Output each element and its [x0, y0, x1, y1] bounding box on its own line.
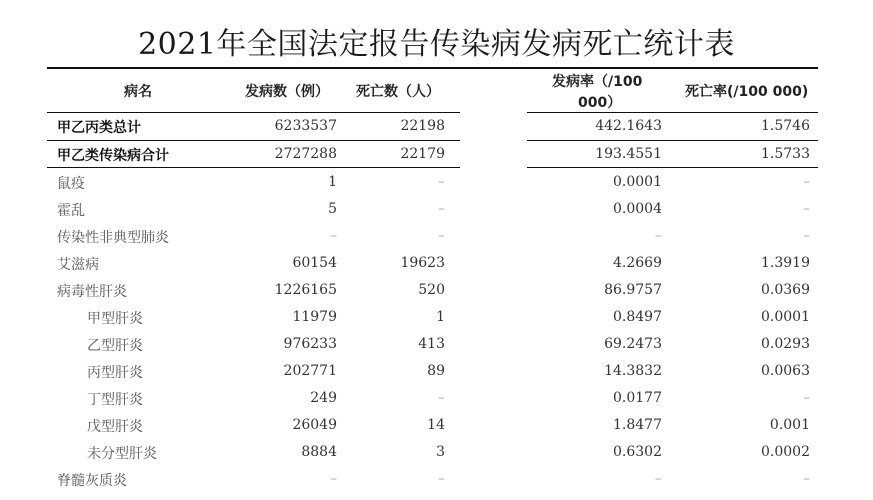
- table-row-incidence: 193.4551: [595, 146, 662, 162]
- table-row-mortality: –: [803, 174, 810, 190]
- table-row-cases: 2727288: [274, 146, 337, 162]
- header-underline-left: [47, 112, 460, 113]
- table-row-name: 甲型肝炎: [87, 311, 143, 327]
- table-row-mortality: 1.3919: [761, 255, 810, 271]
- table-row-cases: 6233537: [274, 118, 337, 134]
- table-row-cases: 202771: [283, 363, 337, 379]
- table-row-name: 传染性非典型肺炎: [57, 230, 169, 246]
- table-row-incidence: 0.0004: [613, 201, 662, 217]
- table-row-deaths: –: [438, 390, 445, 406]
- table-row-cases: 8884: [301, 444, 337, 460]
- table-row-deaths: 19623: [400, 255, 445, 271]
- table-row-name: 甲乙类传染病合计: [57, 148, 169, 164]
- table-row-incidence: 0.0001: [613, 174, 662, 190]
- table-row-deaths: –: [438, 228, 445, 244]
- table-row-incidence: 0.0177: [613, 390, 662, 406]
- header-name: 病名: [124, 84, 152, 100]
- header-incidence-line2: 000）: [578, 95, 622, 111]
- table-row-name: 鼠疫: [57, 176, 85, 192]
- table-row-incidence: –: [655, 228, 662, 244]
- table-row-incidence: 86.9757: [604, 282, 662, 298]
- table-row-incidence: –: [655, 471, 662, 487]
- table-row-incidence: 0.6302: [613, 444, 662, 460]
- table-row-mortality: 0.0293: [761, 336, 810, 352]
- table-row-mortality: 0.0001: [761, 309, 810, 325]
- table-row-name: 丁型肝炎: [87, 392, 143, 408]
- table-row-deaths: 413: [418, 336, 445, 352]
- table-row-cases: 11979: [292, 309, 337, 325]
- table-row-mortality: –: [803, 228, 810, 244]
- table-row-incidence: 0.8497: [613, 309, 662, 325]
- header-incidence-line1: 发病率（/100: [552, 74, 643, 90]
- table-row-name: 甲乙丙类总计: [57, 120, 141, 136]
- table-row-cases: –: [330, 228, 337, 244]
- table-row-mortality: 0.0063: [761, 363, 810, 379]
- table-row-incidence: 4.2669: [613, 255, 662, 271]
- header-mortality: 死亡率(/100 000): [685, 84, 809, 100]
- table-row-deaths: –: [438, 471, 445, 487]
- table-row-cases: 976233: [283, 336, 337, 352]
- table-row-deaths: 1: [436, 309, 445, 325]
- header-cases: 发病数（例）: [245, 84, 329, 100]
- table-row-name: 病毒性肝炎: [57, 284, 127, 300]
- table-row-name: 丙型肝炎: [87, 365, 143, 381]
- header-deaths: 死亡数（人）: [356, 84, 440, 100]
- table-row-deaths: 22198: [400, 118, 445, 134]
- table-row-mortality: –: [803, 201, 810, 217]
- table-row-mortality: –: [803, 471, 810, 487]
- table-row-deaths: –: [438, 174, 445, 190]
- table-row-name: 乙型肝炎: [87, 338, 143, 354]
- table-row-cases: 1226165: [274, 282, 337, 298]
- table-row-cases: 26049: [292, 417, 337, 433]
- table-row-deaths: 3: [436, 444, 445, 460]
- table-row-deaths: 89: [427, 363, 445, 379]
- row-divider-right: [527, 140, 818, 141]
- table-row-mortality: 0.0002: [761, 444, 810, 460]
- header-underline-right: [527, 112, 818, 113]
- table-row-cases: 1: [328, 174, 337, 190]
- table-row-name: 脊髓灰质炎: [57, 473, 127, 489]
- table-row-incidence: 442.1643: [595, 118, 662, 134]
- table-row-incidence: 14.3832: [604, 363, 662, 379]
- table-row-incidence: 69.2473: [604, 336, 662, 352]
- table-row-cases: 60154: [292, 255, 337, 271]
- table-row-mortality: 1.5746: [761, 118, 810, 134]
- table-top-rule: [47, 67, 818, 69]
- table-row-deaths: 22179: [400, 146, 445, 162]
- table-row-deaths: 14: [427, 417, 445, 433]
- table-row-deaths: –: [438, 201, 445, 217]
- table-row-mortality: –: [803, 390, 810, 406]
- page-title: 2021年全国法定报告传染病发病死亡统计表: [138, 27, 735, 62]
- table-row-cases: 249: [310, 390, 337, 406]
- row-divider-left: [47, 140, 460, 141]
- table-row-cases: 5: [328, 201, 337, 217]
- table-row-name: 艾滋病: [57, 257, 99, 273]
- table-row-deaths: 520: [418, 282, 445, 298]
- row-divider-left: [47, 167, 460, 168]
- table-row-name: 戊型肝炎: [87, 419, 143, 435]
- table-row-mortality: 0.0369: [761, 282, 810, 298]
- table-row-name: 未分型肝炎: [87, 446, 157, 462]
- table-row-cases: –: [330, 471, 337, 487]
- table-row-incidence: 1.8477: [613, 417, 662, 433]
- table-row-name: 霍乱: [57, 203, 85, 219]
- table-row-mortality: 0.001: [769, 417, 810, 433]
- row-divider-right: [527, 167, 818, 168]
- table-row-mortality: 1.5733: [761, 146, 810, 162]
